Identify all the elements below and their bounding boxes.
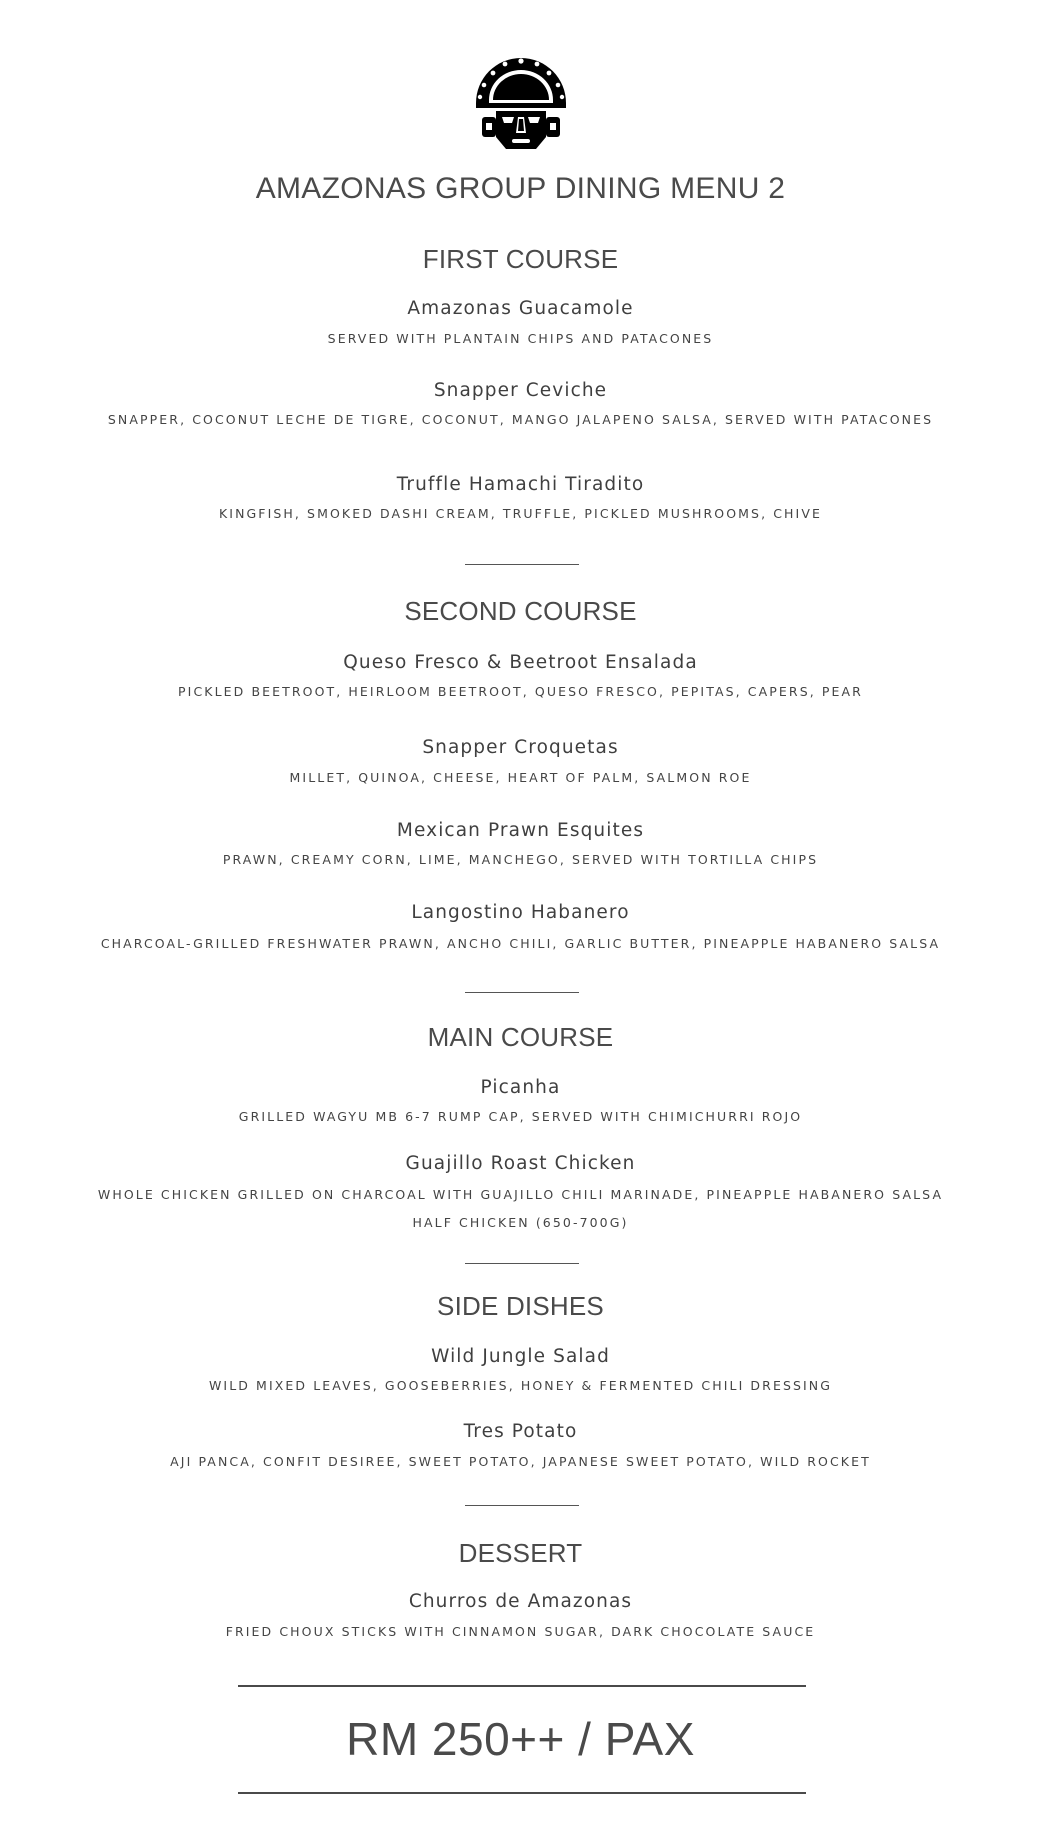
dish-description: CHARCOAL-GRILLED FRESHWATER PRAWN, ANCHO CHILI, GARLIC BUTTER, PINEAPPLE HABANERO SALSA bbox=[100, 936, 941, 951]
dish-description: PICKLED BEETROOT, HEIRLOOM BEETROOT, QUESO FRESCO, PEPITAS, CAPERS, PEAR bbox=[178, 684, 863, 699]
section-divider bbox=[465, 1505, 579, 1506]
dish-name: Tres Potato bbox=[463, 1421, 578, 1442]
dish-name: Snapper Croquetas bbox=[422, 737, 619, 758]
dish-name: Langostino Habanero bbox=[411, 902, 630, 923]
dish-description: PRAWN, CREAMY CORN, LIME, MANCHEGO, SERVED WITH TORTILLA CHIPS bbox=[222, 852, 819, 867]
section-divider bbox=[465, 992, 579, 993]
dish-description: WHOLE CHICKEN GRILLED ON CHARCOAL WITH GUAJILLO CHILI MARINADE, PINEAPPLE HABANERO SALSA bbox=[97, 1187, 944, 1202]
dish-name: Truffle Hamachi Tiradito bbox=[396, 474, 645, 495]
section-title-dessert: DESSERT bbox=[458, 1538, 583, 1568]
dish-description: GRILLED WAGYU MB 6-7 RUMP CAP, SERVED WITH CHIMICHURRI ROJO bbox=[238, 1109, 803, 1124]
section-divider bbox=[465, 564, 579, 565]
section-divider bbox=[465, 1263, 579, 1264]
price-bottom-rule bbox=[238, 1792, 806, 1794]
dish-name: Picanha bbox=[480, 1077, 561, 1098]
dish-name: Guajillo Roast Chicken bbox=[405, 1153, 636, 1174]
dish-name: Queso Fresco & Beetroot Ensalada bbox=[343, 652, 698, 673]
dish-description: FRIED CHOUX STICKS WITH CINNAMON SUGAR, DARK CHOCOLATE SAUCE bbox=[225, 1624, 816, 1639]
dish-description: SNAPPER, COCONUT LECHE DE TIGRE, COCONUT, MANGO JALAPENO SALSA, SERVED WITH PATACONES bbox=[107, 412, 934, 427]
dish-note: HALF CHICKEN (650-700G) bbox=[412, 1215, 629, 1230]
dish-name: Amazonas Guacamole bbox=[407, 298, 634, 319]
price-per-person: RM 250++ / PAX bbox=[346, 1713, 695, 1765]
dish-description: AJI PANCA, CONFIT DESIREE, SWEET POTATO, JAPANESE SWEET POTATO, WILD ROCKET bbox=[170, 1454, 871, 1469]
section-title-first-course: FIRST COURSE bbox=[422, 244, 619, 274]
dish-name: Snapper Ceviche bbox=[433, 380, 608, 401]
dish-description: SERVED WITH PLANTAIN CHIPS AND PATACONES bbox=[327, 331, 714, 346]
dish-name: Mexican Prawn Esquites bbox=[396, 820, 645, 841]
dish-description: WILD MIXED LEAVES, GOOSEBERRIES, HONEY & FERMENTED CHILI DRESSING bbox=[208, 1378, 833, 1393]
price-top-rule bbox=[238, 1685, 806, 1687]
section-title-main-course: MAIN COURSE bbox=[427, 1022, 614, 1052]
dish-description: MILLET, QUINOA, CHEESE, HEART OF PALM, SALMON ROE bbox=[289, 770, 752, 785]
dish-name: Wild Jungle Salad bbox=[431, 1346, 610, 1367]
dish-description: KINGFISH, SMOKED DASHI CREAM, TRUFFLE, PICKLED MUSHROOMS, CHIVE bbox=[218, 506, 822, 521]
menu-title: AMAZONAS GROUP DINING MENU 2 bbox=[255, 172, 786, 205]
section-title-second-course: SECOND COURSE bbox=[404, 596, 637, 626]
section-title-side-dishes: SIDE DISHES bbox=[437, 1291, 604, 1321]
dish-name: Churros de Amazonas bbox=[408, 1591, 633, 1612]
tribal-mask-logo-icon bbox=[474, 53, 568, 151]
